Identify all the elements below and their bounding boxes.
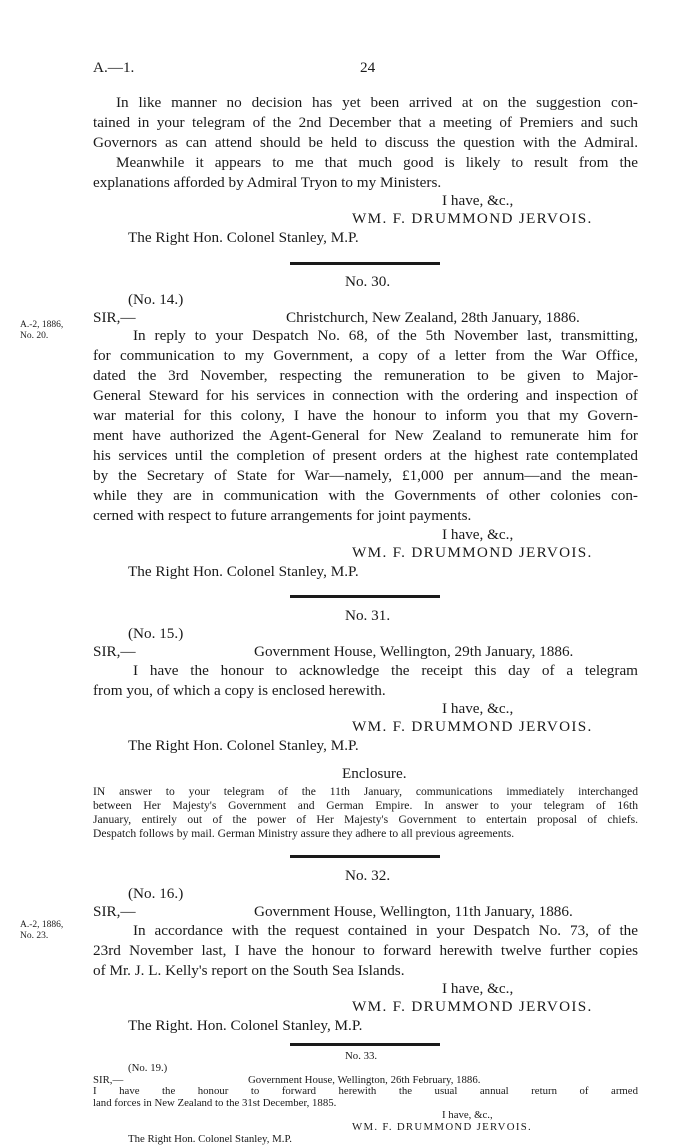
section-divider bbox=[290, 262, 440, 265]
addressee: The Right Hon. Colonel Stanley, M.P. bbox=[128, 737, 359, 754]
body-line: In reply to your Despatch No. 68, of the 5th November last, transmitting, bbox=[133, 327, 638, 344]
closing: I have, &c., bbox=[442, 192, 514, 209]
dateline: Government House, Wellington, 29th January, 1886. bbox=[254, 643, 574, 660]
despatch-ref: (No. 15.) bbox=[128, 625, 184, 642]
signature: WM. F. DRUMMOND JERVOIS. bbox=[352, 998, 593, 1015]
body-line: ment have authorized the Agent-General for New Zealand to remunerate him for bbox=[93, 427, 638, 444]
body-line: while they are in communication with the Governments of other colonies con- bbox=[93, 487, 638, 504]
body-line: from you, of which a copy is enclosed herewith. bbox=[93, 682, 386, 699]
body-line: In accordance with the request contained in your Despatch No. 73, of the bbox=[133, 922, 638, 939]
body-line: General Steward for his services in connection with the ordering and inspection of bbox=[93, 387, 638, 404]
despatch-ref: (No. 16.) bbox=[128, 885, 184, 902]
enclosure-line: IN answer to your telegram of the 11th January, communications immediately interchanged bbox=[93, 785, 638, 798]
closing: I have, &c., bbox=[442, 700, 514, 717]
body-line: land forces in New Zealand to the 31st December, 1885. bbox=[93, 1097, 337, 1110]
dateline: Government House, Wellington, 26th February, 1886. bbox=[248, 1073, 481, 1086]
signature: WM. F. DRUMMOND JERVOIS. bbox=[352, 544, 593, 561]
enclosure-line: January, entirely out of the power of Her Majesty's Government to entertain proposal of chiefs. bbox=[93, 813, 638, 826]
despatch-number: No. 32. bbox=[345, 867, 391, 884]
salutation: SIR,— bbox=[93, 309, 136, 326]
page-number: 24 bbox=[360, 59, 376, 76]
body-line: for communication to my Government, a copy of a letter from the War Office, bbox=[93, 347, 638, 364]
closing: I have, &c., bbox=[442, 980, 514, 997]
intro-line: Meanwhile it appears to me that much good is likely to result from the bbox=[116, 154, 638, 171]
signature: WM. F. DRUMMOND JERVOIS. bbox=[352, 718, 593, 735]
enclosure-line: between Her Majesty's Government and German Empire. In answer to your telegram of 16th bbox=[93, 799, 638, 812]
closing: I have, &c., bbox=[442, 526, 514, 543]
body-line: his services until the completion of present orders at the highest rate contemplated bbox=[93, 447, 638, 464]
despatch-ref: (No. 19.) bbox=[128, 1061, 168, 1074]
salutation: SIR,— bbox=[93, 1073, 124, 1086]
intro-line: Governors as can attend should be held to discuss the question with the Admiral. bbox=[93, 134, 638, 151]
dateline: Christchurch, New Zealand, 28th January, 1886. bbox=[286, 309, 580, 326]
series-label: A.—1. bbox=[93, 59, 135, 76]
body-line: by the Secretary of State for War—namely, £1,000 per annum—and the mean- bbox=[93, 467, 638, 484]
enclosure-line: Despatch follows by mail. German Ministry assure they adhere to all previous agreements. bbox=[93, 827, 515, 840]
body-line: cerned with respect to future arrangements for joint payments. bbox=[93, 507, 472, 524]
salutation: SIR,— bbox=[93, 903, 136, 920]
body-line: I have the honour to forward herewith the usual annual return of armed bbox=[93, 1085, 638, 1098]
body-line: 23rd November last, I have the honour to forward herewith twelve further copies bbox=[93, 942, 638, 959]
closing: I have, &c., bbox=[442, 1109, 493, 1121]
signature: WM. F. DRUMMOND JERVOIS. bbox=[352, 1120, 533, 1133]
signature: WM. F. DRUMMOND JERVOIS. bbox=[352, 210, 593, 227]
intro-line: explanations afforded by Admiral Tryon to my Ministers. bbox=[93, 174, 442, 191]
despatch-number: No. 30. bbox=[345, 273, 391, 290]
despatch-ref: (No. 14.) bbox=[128, 291, 184, 308]
body-line: war material for this colony, I have the honour to inform you that my Govern- bbox=[93, 407, 638, 424]
margin-note: A.-2, 1886, bbox=[20, 920, 64, 930]
section-divider bbox=[290, 595, 440, 598]
section-divider bbox=[290, 855, 440, 858]
body-line: dated the 3rd November, respecting the remuneration to be given to Major- bbox=[93, 367, 638, 384]
section-divider bbox=[290, 1043, 440, 1046]
margin-note: No. 23. bbox=[20, 931, 49, 941]
salutation: SIR,— bbox=[93, 643, 136, 660]
body-line: I have the honour to acknowledge the receipt this day of a telegram bbox=[133, 662, 638, 679]
addressee: The Right. Hon. Colonel Stanley, M.P. bbox=[128, 1017, 363, 1034]
intro-line: In like manner no decision has yet been arrived at on the suggestion con- bbox=[116, 94, 638, 111]
margin-note: No. 20. bbox=[20, 331, 49, 341]
addressee: The Right Hon. Colonel Stanley, M.P. bbox=[128, 563, 359, 580]
body-line: of Mr. J. L. Kelly's report on the South Sea Islands. bbox=[93, 962, 405, 979]
addressee: The Right Hon. Colonel Stanley, M.P. bbox=[128, 229, 359, 246]
addressee: The Right Hon. Colonel Stanley, M.P. bbox=[128, 1132, 292, 1145]
intro-line: tained in your telegram of the 2nd December that a meeting of Premiers and such bbox=[93, 114, 638, 131]
despatch-number: No. 31. bbox=[345, 607, 391, 624]
dateline: Government House, Wellington, 11th January, 1886. bbox=[254, 903, 573, 920]
enclosure-heading: Enclosure. bbox=[342, 765, 407, 782]
despatch-number: No. 33. bbox=[345, 1050, 378, 1062]
margin-note: A.-2, 1886, bbox=[20, 320, 64, 330]
